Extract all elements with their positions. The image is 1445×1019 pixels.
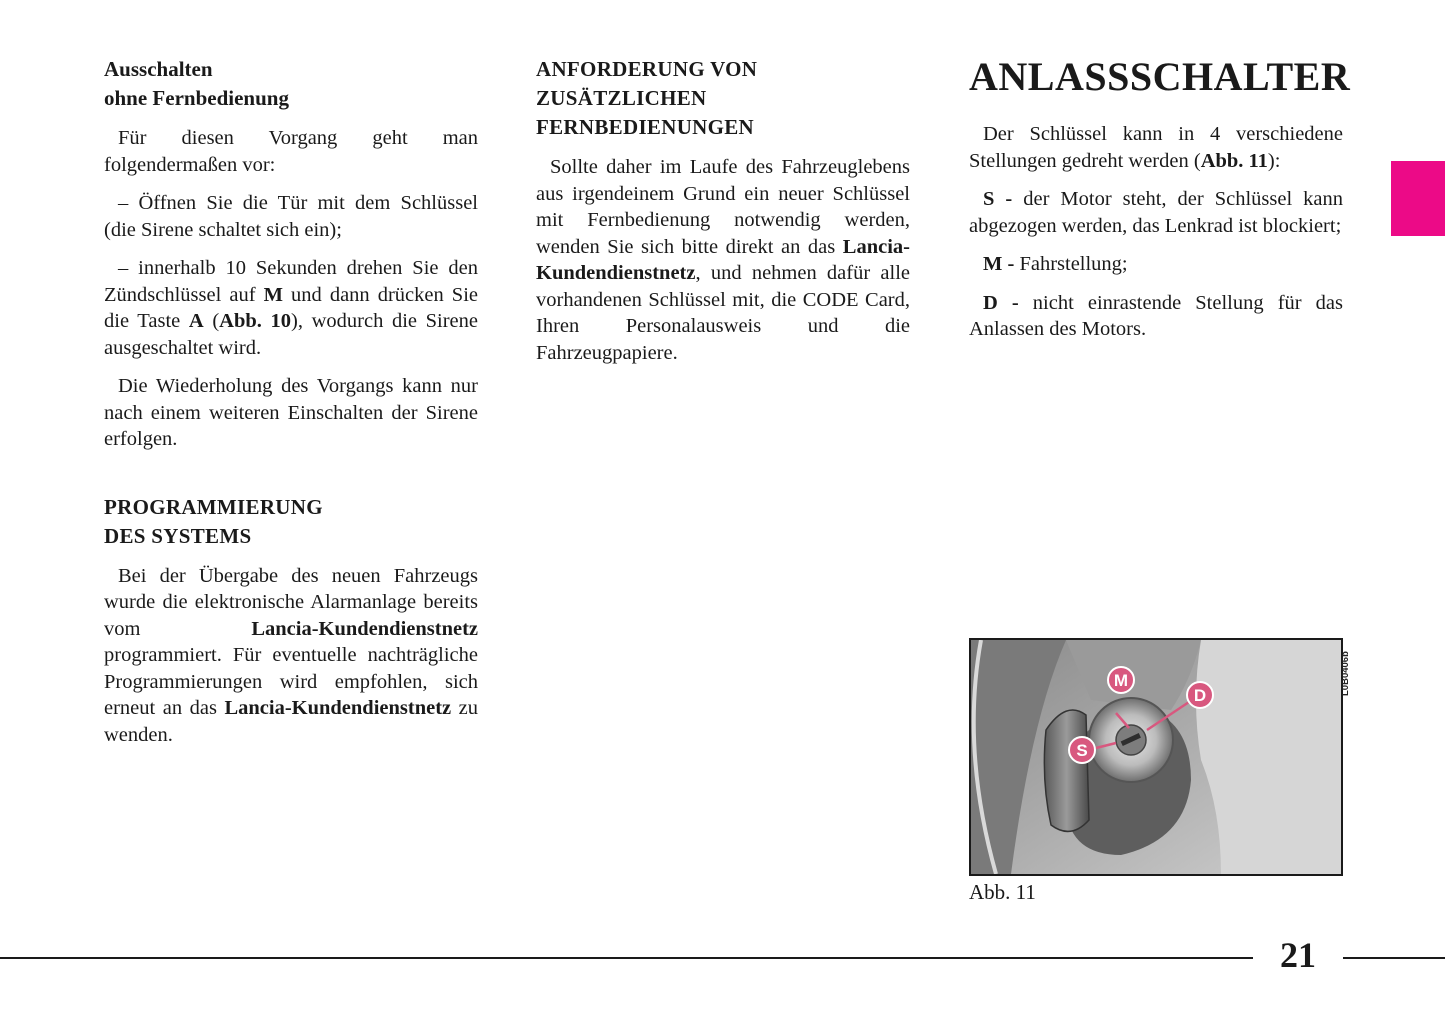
page-title: ANLASSSCHALTER (969, 54, 1351, 99)
paragraph: Die Wiederholung des Vorgangs kann nur nach einem weiteren Einschalten der Sirene erfolgen. (104, 375, 478, 450)
marker-d-label: D (1193, 686, 1207, 705)
ignition-switch-photo (969, 638, 1343, 876)
paragraph: Sollte daher im Laufe des Fahrzeuglebens aus irgendeinem Grund ein neuer Schlüssel mit Fernbedienung notwendig werden, wenden Sie sich bitte direkt an das Lancia-Kundendienstnetz, und nehmen dafür alle vorhandenen Schlüssel mit, die CODE Card, Ihren Personalausweis und die Fahrzeugpapiere. (536, 156, 910, 364)
paragraph: – innerhalb 10 Sekunden drehen Sie den Zündschlüssel auf M und dann drücken Sie die Taste A (Abb. 10), wodurch die Sirene ausgeschaltet wird. (104, 257, 478, 359)
figure-caption: Abb. 11 (969, 880, 1036, 904)
footer-rule-right (1343, 957, 1445, 959)
section-tab-marker (1391, 161, 1445, 236)
right-column (969, 54, 1351, 355)
marker-m-label: M (1113, 671, 1129, 690)
ignition-photo-illustration (971, 640, 1341, 874)
marker-s-label: S (1076, 741, 1088, 760)
left-column (104, 55, 478, 760)
middle-column (536, 55, 910, 378)
heading-ausschalten: Ausschalten ohne Fernbedienung (104, 57, 289, 110)
paragraph: – Öffnen Sie die Tür mit dem Schlüssel (die Sirene schaltet sich ein); (104, 192, 478, 241)
paragraph: Bei der Übergabe des neuen Fahrzeugs wurde die elektronische Alarmanlage bereits vom Lancia-Kundendienstnetz programmiert. Für eventuelle nachträgliche Programmierungen wird empfohlen, sich erneut an das Lancia-Kundendienstnetz zu wenden. (104, 564, 478, 746)
position-m: M - Fahrstellung; (983, 253, 1128, 275)
figure-code: L0B0406b (1340, 651, 1351, 696)
heading-programmierung: PROGRAMMIERUNG DES SYSTEMS (104, 494, 323, 548)
heading-anforderung: ANFORDERUNG VON ZUSÄTZLICHEN FERNBEDIENUNGEN (536, 57, 758, 139)
paragraph: Der Schlüssel kann in 4 verschiedene Stellungen gedreht werden (Abb. 11): (969, 123, 1343, 172)
footer-rule-left (0, 957, 1253, 959)
paragraph: Für diesen Vorgang geht man folgendermaßen vor: (104, 127, 478, 176)
page-number: 21 (1280, 935, 1316, 975)
position-s: S - der Motor steht, der Schlüssel kann abgezogen werden, das Lenkrad ist blockiert; (969, 188, 1343, 237)
position-d: D - nicht einrastende Stellung für das Anlassen des Motors. (969, 291, 1343, 340)
